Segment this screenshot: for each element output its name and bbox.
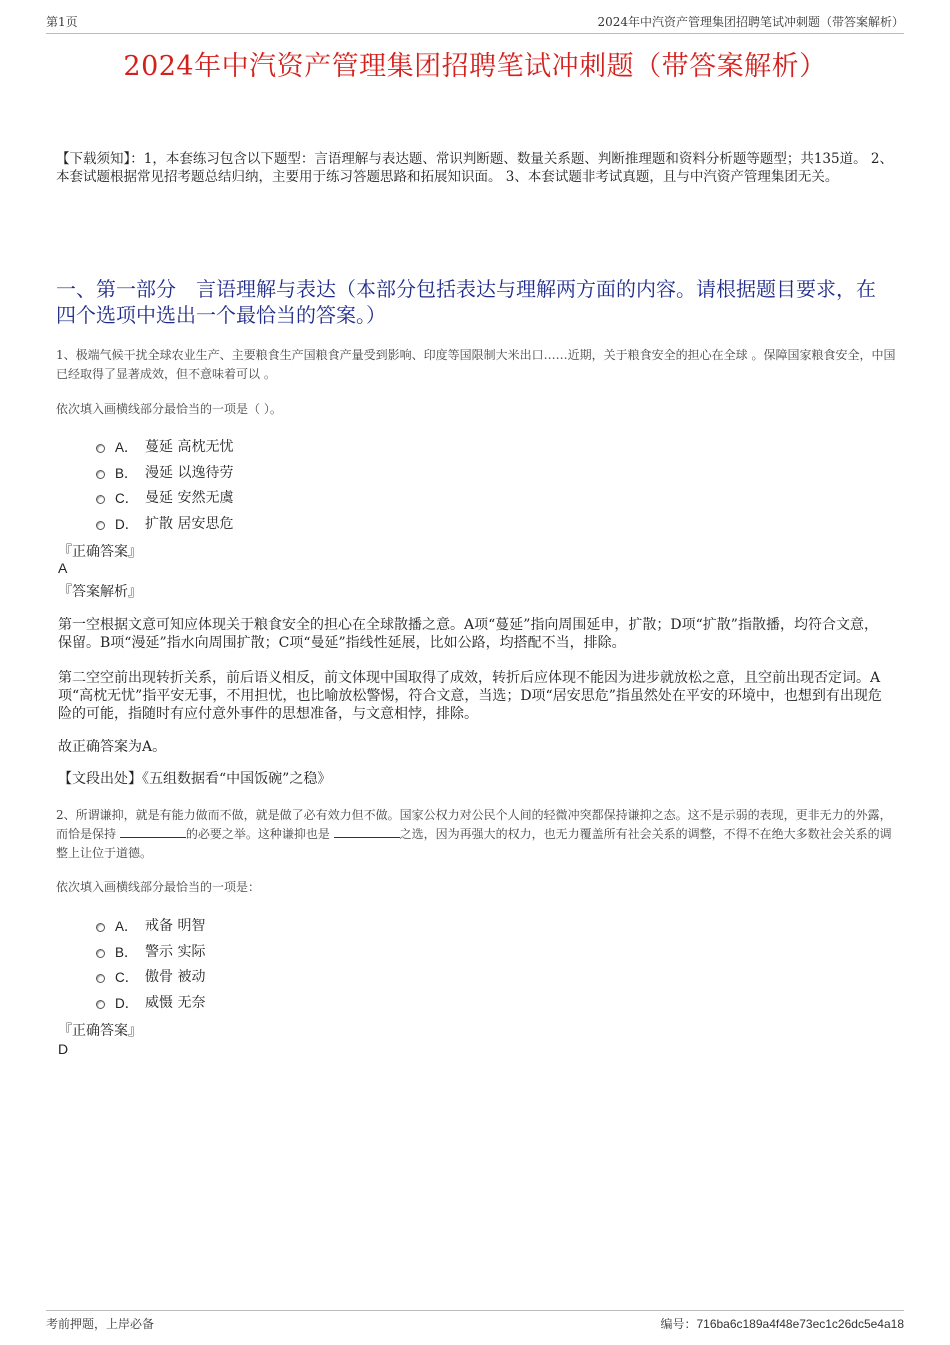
radio-icon[interactable] bbox=[96, 495, 105, 504]
radio-icon[interactable] bbox=[96, 521, 105, 530]
question-2-stem-part-1: 2、所谓谦抑，就是有能力做而不做，就是做了必有效力但不做。国家公权力对公民个人间的轻微冲突都保持谦抑之态。这不是示弱的表现，更非无力的外露，而恰是保持 bbox=[56, 808, 892, 841]
option-letter: B． bbox=[115, 944, 138, 960]
question-2-options bbox=[96, 912, 205, 1015]
question-1-answer: A bbox=[58, 560, 68, 576]
option-text: 蔓延 高枕无忧 bbox=[145, 438, 234, 455]
page-number: 第1页 bbox=[46, 15, 78, 29]
page-header bbox=[46, 12, 904, 34]
question-2-answer-label: 『正确答案』 bbox=[58, 1023, 142, 1039]
option-letter: B． bbox=[115, 465, 138, 481]
option-letter: A． bbox=[115, 918, 138, 934]
question-2-stem-part-3: 之选，因为再强大的权力，也无力覆盖所有社会关系的调整，不得不在绝大多数社会关系的调整上让位于道德。 bbox=[56, 827, 892, 860]
question-1-analysis-label: 『答案解析』 bbox=[58, 584, 142, 600]
code-value: 716ba6c189a4f48e73ec1c26dc5e4a18 bbox=[696, 1317, 904, 1331]
question-1-option-c[interactable] bbox=[96, 484, 233, 510]
question-1-stem: 1、极端气候干扰全球农业生产、主要粮食生产国粮食产量受到影响、印度等国限制大米出口……近期，关于粮食安全的担心在全球 。保障国家粮食安全，中国已经取得了显著成效，但不意味着可以 。 bbox=[56, 348, 896, 381]
option-text: 傲骨 被动 bbox=[145, 969, 206, 986]
question-2-option-d[interactable] bbox=[96, 989, 205, 1015]
question-1-prompt: 依次填入画横线部分最恰当的一项是（ ）。 bbox=[56, 402, 282, 416]
option-text: 警示 实际 bbox=[145, 943, 206, 960]
option-letter: C． bbox=[115, 491, 139, 507]
question-2-option-c[interactable] bbox=[96, 963, 205, 989]
question-2-option-b[interactable] bbox=[96, 938, 205, 964]
code-label: 编号： bbox=[660, 1317, 697, 1331]
question-1-analysis-paragraph-1: 第一空根据文意可知应体现关于粮食安全的担心在全球散播之意。A项“蔓延”指向周围延申，扩散；D项“扩散”指散播，均符合文意，保留。B项“漫延”指水向周围扩散；C项“曼延”指线性延展，比如公路，均搭配不当，排除。 bbox=[58, 617, 878, 651]
question-1-source: 【文段出处】《五组数据看“中国饭碗”之稳》 bbox=[58, 771, 332, 787]
option-text: 戒备 明智 bbox=[145, 917, 206, 934]
option-letter: A． bbox=[115, 439, 138, 455]
option-text: 曼延 安然无虞 bbox=[145, 490, 234, 507]
download-notice: 【下载须知】：1，本套练习包含以下题型：言语理解与表达题、常识判断题、数量关系题、判断推理题和资料分析题等题型；共135道。 2、本套试题根据常见招考题总结归纳，主要用于练习答题思路和拓展知识面。 3、本套试题非考试真题，且与中汽资产管理集团无关。 bbox=[56, 151, 893, 185]
radio-icon[interactable] bbox=[96, 444, 105, 453]
radio-icon[interactable] bbox=[96, 470, 105, 479]
radio-icon[interactable] bbox=[96, 949, 105, 958]
question-1-option-a[interactable] bbox=[96, 433, 233, 459]
footer-slogan: 考前押题，上岸必备 bbox=[46, 1317, 155, 1331]
fill-blank-1 bbox=[120, 826, 186, 838]
document-code bbox=[660, 1315, 904, 1332]
question-2-stem-part-2: 的必要之举。这种谦抑也是 bbox=[185, 827, 334, 841]
option-letter: C． bbox=[115, 970, 139, 986]
section-heading: 一、第一部分 言语理解与表达（本部分包括表达与理解两方面的内容。请根据题目要求，在四个选项中选出一个最恰当的答案。） bbox=[56, 277, 876, 327]
option-letter: D． bbox=[115, 995, 139, 1011]
option-text: 威慑 无奈 bbox=[145, 994, 206, 1011]
question-1-conclusion: 故正确答案为A。 bbox=[58, 739, 167, 755]
document-title: 2024年中汽资产管理集团招聘笔试冲刺题（带答案解析） bbox=[123, 51, 827, 82]
question-2-answer: D bbox=[58, 1041, 69, 1057]
question-1-options bbox=[96, 433, 233, 536]
question-1-option-b[interactable] bbox=[96, 459, 233, 485]
option-letter: D． bbox=[115, 516, 139, 532]
option-text: 漫延 以逸待劳 bbox=[145, 464, 234, 481]
fill-blank-2 bbox=[334, 826, 400, 838]
question-2-stem bbox=[56, 806, 900, 863]
radio-icon[interactable] bbox=[96, 1000, 105, 1009]
option-text: 扩散 居安思危 bbox=[145, 515, 234, 532]
question-1-option-d[interactable] bbox=[96, 510, 233, 536]
radio-icon[interactable] bbox=[96, 923, 105, 932]
question-2-prompt: 依次填入画横线部分最恰当的一项是： bbox=[56, 880, 261, 894]
running-title: 2024年中汽资产管理集团招聘笔试冲刺题（带答案解析） bbox=[597, 15, 904, 29]
question-1-analysis-paragraph-2: 第二空空前出现转折关系，前后语义相反，前文体现中国取得了成效，转折后应体现不能因为进步就放松之意，且空前出现否定词。A项“高枕无忧”指平安无事，不用担忧，也比喻放松警惕，符合文意，当选；D项“居安思危”指虽然处在平安的环境中，也想到有出现危险的可能，指随时有应付意外事件的思想准备，与文意相悖，排除。 bbox=[58, 670, 882, 722]
question-1-answer-label: 『正确答案』 bbox=[58, 544, 142, 560]
page-footer bbox=[46, 1310, 904, 1334]
radio-icon[interactable] bbox=[96, 974, 105, 983]
question-2-option-a[interactable] bbox=[96, 912, 205, 938]
